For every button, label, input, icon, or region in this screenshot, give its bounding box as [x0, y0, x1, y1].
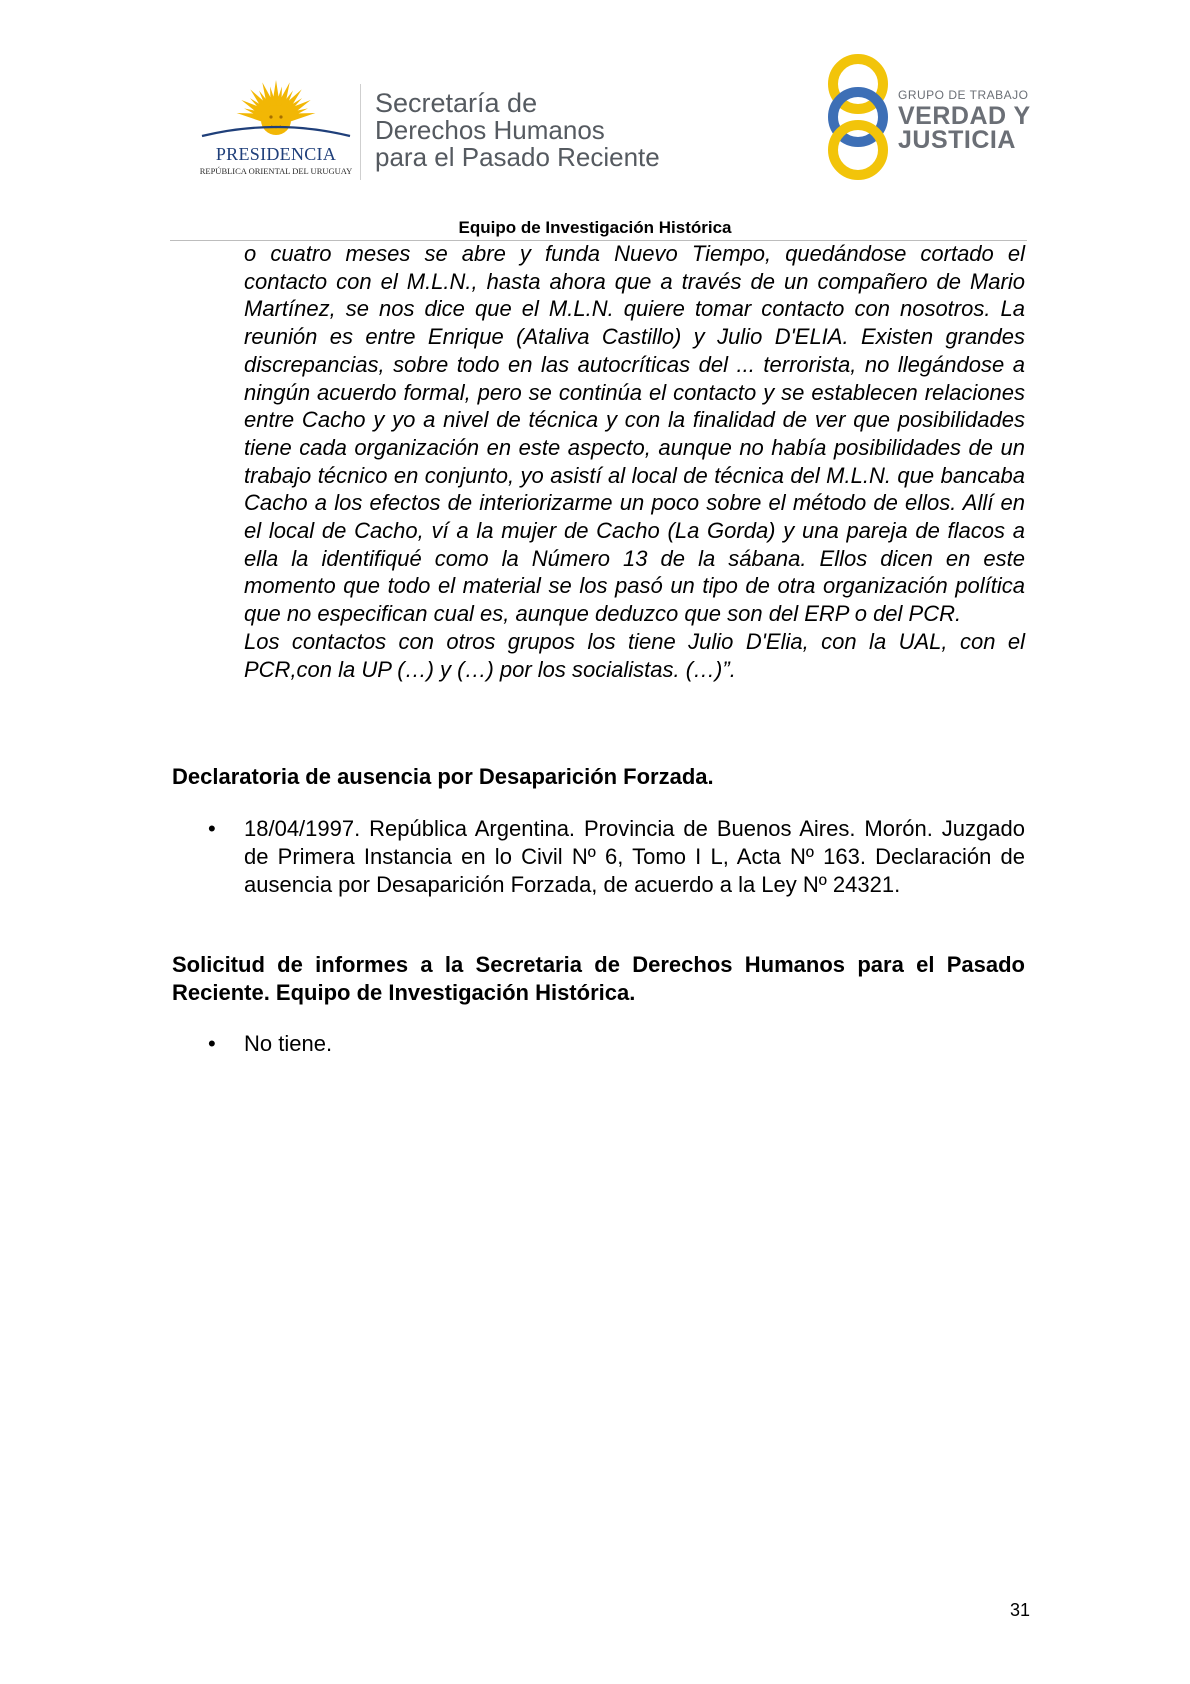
justicia-word: JUSTICIA	[898, 126, 1016, 154]
section-heading-declaratoria: Declaratoria de ausencia por Desaparición Forzada.	[172, 764, 714, 789]
quote-block	[244, 240, 1025, 683]
header-caption: Equipo de Investigación Histórica	[458, 218, 732, 237]
declaratoria-list	[172, 815, 1025, 899]
verdad-justicia-wordmark	[898, 104, 1031, 152]
page-number: 31	[1009, 1600, 1030, 1620]
list-item	[172, 1030, 1025, 1058]
presidencia-logo	[196, 78, 356, 178]
list-item-text: 18/04/1997. República Argentina. Provincia de Buenos Aires. Morón. Juzgado de Primera Instancia en lo Civil Nº 6, Tomo I L, Acta Nº 163. Declaración de ausencia por Desaparición Forzada, de acuerdo a la Ley Nº 24321.	[244, 816, 1025, 897]
secretaria-line-3: para el Pasado Reciente	[375, 142, 660, 172]
quote-paragraph-1: o cuatro meses se abre y funda Nuevo Tiempo, quedándose cortado el contacto con el M.L.N., hasta ahora que a través de un compañero de Mario Martínez, se nos dice que el M.L.N. quiere tomar contacto con nosotros. La reunión es entre Enrique (Ataliva Castillo) y Julio D'ELIA. Existen grandes discrepancias, sobre todo en las autocríticas del ... terrorista, no llegándose a ningún acuerdo formal, pero se continúa el contacto y se establecen relaciones entre Cacho y yo a nivel de técnica y con la finalidad de ver que posibilidades tiene cada organización en este aspecto, aunque no había posibilidades de un trabajo técnico en conjunto, yo asistí al local de técnica del M.L.N. que bancaba Cacho a los efectos de interiorizarme un poco sobre el método de ellos. Allí en el local de Cacho, ví a la mujer de Cacho (La Gorda) y una pareja de flacos a ella la identifiqué como la Número 13 de la sábana. Ellos dicen en este momento que todo el material se los pasó un tipo de otra organización política que no especifican cual es, aunque deduzco que son del ERP o del PCR.	[244, 241, 1025, 627]
bullet-icon: •	[208, 1031, 216, 1056]
document-header	[0, 0, 1190, 240]
secretaria-line-1: Secretaría de	[375, 88, 538, 118]
presidencia-name: PRESIDENCIA	[215, 144, 337, 164]
verdad-justicia-logo	[820, 54, 1040, 184]
header-divider	[360, 84, 361, 180]
linked-rings-icon	[820, 54, 896, 180]
grupo-label: GRUPO DE TRABAJO	[898, 88, 1029, 102]
bullet-icon: •	[208, 816, 216, 841]
list-item-text: No tiene.	[244, 1031, 333, 1056]
secretaria-title	[375, 90, 660, 171]
list-item	[172, 815, 1025, 899]
verdad-word: VERDAD Y	[898, 102, 1031, 130]
quote-paragraph-2: Los contactos con otros grupos los tiene Julio D'Elia, con la UAL, con el PCR,con la UP (…) y (…) por los socialistas. (…)”.	[244, 628, 1025, 682]
sun-emblem-icon	[196, 78, 356, 148]
secretaria-line-2: Derechos Humanos	[375, 115, 605, 145]
section-heading-solicitud: Solicitud de informes a la Secretaria de Derechos Humanos para el Pasado Reciente. Equipo de Investigación Histórica.	[172, 952, 1025, 1005]
solicitud-list	[172, 1030, 1025, 1058]
presidencia-subtitle: REPÚBLICA ORIENTAL DEL URUGUAY	[199, 166, 353, 176]
